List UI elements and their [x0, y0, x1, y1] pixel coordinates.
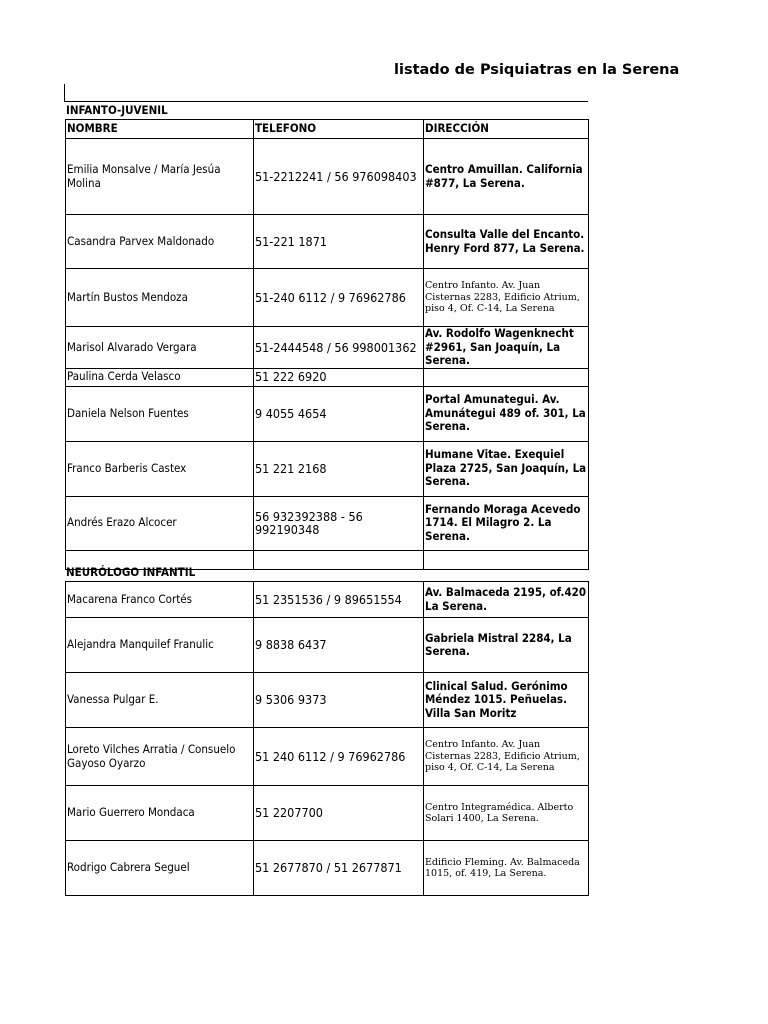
section-label-infanto-juvenil: INFANTO-JUVENIL: [66, 103, 168, 117]
table-neurologo-infantil: [65, 581, 589, 896]
cell-address: Edificio Fleming. Av. Balmaceda 1015, of. 419, La Serena.: [424, 841, 589, 896]
cell-address: Centro Infanto. Av. Juan Cisternas 2283, Edificio Atrium, piso 4, Of. C-14, La Serena: [424, 269, 589, 327]
cell-phone: 9 4055 4654: [254, 386, 424, 441]
table-row: [66, 269, 589, 327]
header-phone: TELEFONO: [254, 120, 424, 139]
cell-phone: 51 2677870 / 51 2677871: [254, 841, 424, 896]
cell-phone: 51 2207700: [254, 786, 424, 841]
table-row: [66, 386, 589, 441]
cell-phone: 9 8838 6437: [254, 618, 424, 673]
page-title: listado de Psiquiatras en la Serena: [394, 62, 680, 78]
table-row: [66, 728, 589, 786]
table-row: [66, 673, 589, 728]
cell-phone: 51-221 1871: [254, 215, 424, 269]
cell-address: Clinical Salud. Gerónimo Méndez 1015. Peñuelas. Villa San Moritz: [424, 673, 589, 728]
cell-address: [424, 550, 589, 569]
cell-phone: 51-2444548 / 56 998001362: [254, 327, 424, 369]
table-row: [66, 841, 589, 896]
cell-phone: 56 932392388 - 56 992190348: [254, 496, 424, 550]
table-row: [66, 215, 589, 269]
cell-name: Vanessa Pulgar E.: [66, 673, 254, 728]
table-row: [66, 139, 589, 215]
table-row: [66, 327, 589, 369]
table-row: [66, 786, 589, 841]
table-row: [66, 582, 589, 618]
cell-name: Emilia Monsalve / María Jesúa Molina: [66, 139, 254, 215]
cell-address: Humane Vitae. Exequiel Plaza 2725, San Joaquín, La Serena.: [424, 441, 589, 496]
cell-phone: [254, 550, 424, 569]
cell-phone: 51-240 6112 / 9 76962786: [254, 269, 424, 327]
table-row: [66, 618, 589, 673]
table-row: [66, 496, 589, 550]
cell-phone: 9 5306 9373: [254, 673, 424, 728]
cell-name: Daniela Nelson Fuentes: [66, 386, 254, 441]
cell-name: Mario Guerrero Mondaca: [66, 786, 254, 841]
cell-name: Marisol Alvarado Vergara: [66, 327, 254, 369]
cell-phone: 51 221 2168: [254, 441, 424, 496]
cell-address: [424, 368, 589, 386]
cell-address: Fernando Moraga Acevedo 1714. El Milagro 2. La Serena.: [424, 496, 589, 550]
cell-address: Centro Amuillan. California #877, La Serena.: [424, 139, 589, 215]
cell-phone: 51 2351536 / 9 89651554: [254, 582, 424, 618]
cell-name: Macarena Franco Cortés: [66, 582, 254, 618]
cell-address: Consulta Valle del Encanto. Henry Ford 877, La Serena.: [424, 215, 589, 269]
cell-name: Casandra Parvex Maldonado: [66, 215, 254, 269]
table-infanto-juvenil: [65, 119, 589, 570]
cell-name: Martín Bustos Mendoza: [66, 269, 254, 327]
cell-phone: 51-2212241 / 56 976098403: [254, 139, 424, 215]
cell-address: Av. Balmaceda 2195, of.420 La Serena.: [424, 582, 589, 618]
cell-name: Loreto Vilches Arratia / Consuelo Gayoso Oyarzo: [66, 728, 254, 786]
section-label-neurologo-infantil: NEURÓLOGO INFANTIL: [66, 565, 196, 579]
left-border-stub: [64, 84, 65, 101]
cell-address: Av. Rodolfo Wagenknecht #2961, San Joaquín, La Serena.: [424, 327, 589, 369]
cell-name: Andrés Erazo Alcocer: [66, 496, 254, 550]
cell-phone: 51 240 6112 / 9 76962786: [254, 728, 424, 786]
cell-address: Centro Infanto. Av. Juan Cisternas 2283, Edificio Atrium, piso 4, Of. C-14, La Serena: [424, 728, 589, 786]
table-row: [66, 368, 589, 386]
table-header-row: [66, 120, 589, 139]
cell-name: Rodrigo Cabrera Seguel: [66, 841, 254, 896]
cell-name: Alejandra Manquilef Franulic: [66, 618, 254, 673]
header-address: DIRECCIÓN: [424, 120, 589, 139]
cell-phone: 51 222 6920: [254, 368, 424, 386]
cell-address: Gabriela Mistral 2284, La Serena.: [424, 618, 589, 673]
cell-address: Centro Integramédica. Alberto Solari 1400, La Serena.: [424, 786, 589, 841]
cell-address: Portal Amunategui. Av. Amunátegui 489 of. 301, La Serena.: [424, 386, 589, 441]
table-row: [66, 441, 589, 496]
header-name: NOMBRE: [66, 120, 254, 139]
cell-name: Paulina Cerda Velasco: [66, 368, 254, 386]
cell-name: Franco Barberis Castex: [66, 441, 254, 496]
